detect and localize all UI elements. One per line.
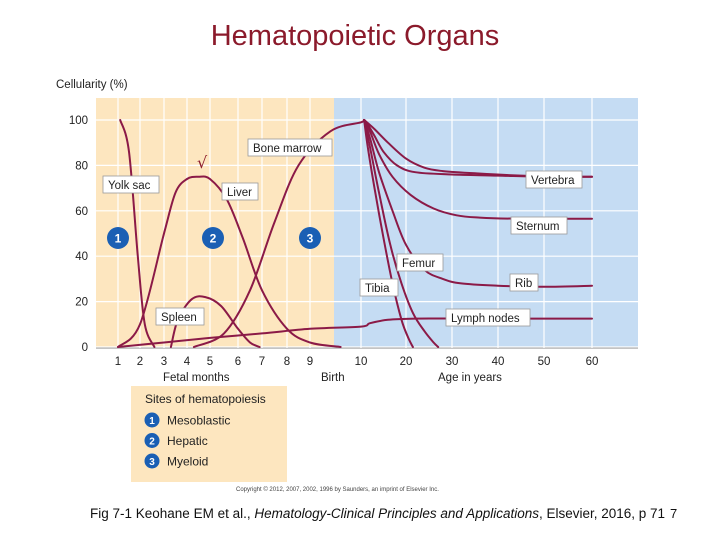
x-tick-label: 10 [354, 356, 368, 368]
caption-suffix: , Elsevier, 2016, p 71 [538, 506, 666, 521]
y-tick-label: 0 [81, 342, 88, 354]
fetal-background [96, 98, 334, 348]
x-tick-label: 1 [114, 356, 122, 368]
series-label-liver: Liver [227, 187, 252, 199]
legend-marker-number: 2 [149, 436, 155, 448]
x-tick-label: 40 [491, 356, 505, 368]
y-tick-label: 100 [68, 115, 88, 127]
x-label-birth: Birth [321, 372, 345, 384]
x-tick-label: 2 [136, 356, 144, 368]
x-ticks [115, 356, 599, 368]
copyright: Copyright © 2012, 2007, 2002, 1996 by Saunders, an imprint of Elsevier Inc. [236, 487, 439, 493]
checkmark: √ [197, 153, 208, 172]
legend-marker-number: 1 [149, 416, 155, 427]
legend-label-myeloid: Myeloid [167, 454, 209, 469]
figure-caption [90, 506, 665, 521]
page-number: 7 [670, 506, 678, 521]
x-tick-label: 7 [258, 356, 266, 368]
series-label-sternum: Sternum [516, 221, 560, 233]
series-label-spleen: Spleen [161, 312, 197, 324]
series-label-bone-marrow: Bone marrow [253, 143, 322, 155]
y-ticks [69, 115, 88, 354]
caption-prefix: Fig 7-1 Keohane EM et al., [90, 506, 255, 521]
series-label-lymph-nodes: Lymph nodes [451, 313, 520, 325]
y-tick-label: 60 [75, 205, 88, 218]
y-tick-label: 80 [75, 160, 88, 173]
x-tick-label: 30 [445, 356, 459, 368]
caption-book-title: Hematology-Clinical Principles and Applications [254, 506, 539, 521]
stage-marker-number: 1 [114, 231, 122, 246]
series-label-femur: Femur [402, 258, 436, 270]
x-tick-label: 60 [585, 356, 599, 368]
series-label-yolk-sac: Yolk sac [108, 180, 151, 192]
y-tick-label: 40 [75, 251, 88, 264]
x-tick-label: 3 [160, 356, 168, 368]
x-tick-label: 20 [399, 356, 413, 368]
legend-label-hepatic: Hepatic [167, 434, 208, 448]
legend-title: Sites of hematopoiesis [145, 392, 266, 406]
x-tick-label: 4 [183, 356, 191, 368]
legend-label-mesoblastic: Mesoblastic [167, 413, 231, 428]
legend [131, 386, 287, 482]
stage-marker-number: 2 [209, 231, 217, 246]
legend-marker-number: 3 [149, 457, 155, 468]
slide-title: Hematopoietic Organs [210, 20, 500, 52]
x-tick-label: 8 [283, 356, 291, 368]
series-label-tibia: Tibia [365, 283, 390, 295]
x-label-postnatal: Age in years [438, 372, 502, 384]
series-label-vertebra: Vertebra [531, 175, 575, 187]
series-label-rib: Rib [515, 278, 533, 290]
x-label-fetal: Fetal months [163, 372, 230, 384]
x-tick-label: 9 [306, 356, 314, 368]
x-tick-label: 50 [537, 356, 551, 368]
x-tick-label: 5 [206, 356, 214, 368]
y-tick-label: 20 [75, 296, 88, 309]
x-tick-label: 6 [234, 356, 242, 368]
y-axis-label: Cellularity (%) [56, 79, 128, 91]
stage-marker-number: 3 [306, 231, 314, 246]
